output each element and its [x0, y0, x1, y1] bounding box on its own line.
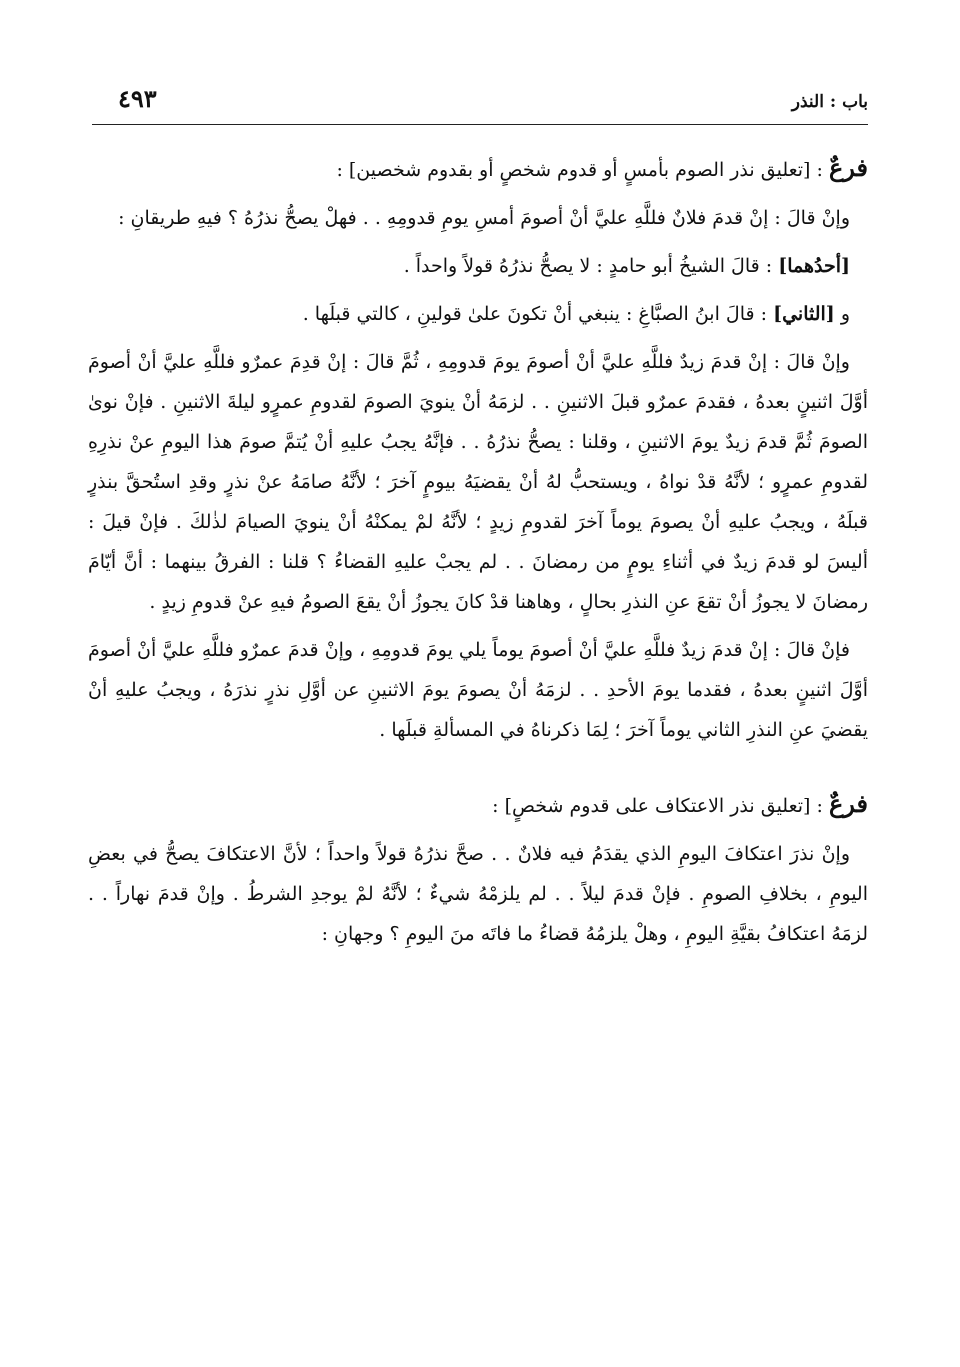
- running-title: باب : النذر: [791, 92, 868, 112]
- paragraph-zaid-amr: وإنْ قالَ : إنْ قدمَ زيدٌ فللَّهِ عليَّ أنْ أصومَ يومَ قدومِهِ ، ثُمَّ قالَ : إنْ قدِمَ عمرٌو فللَّهِ عليَّ أنْ أصومَ أوَّلَ اثنينٍ بعدهُ ، فقدمَ عمرٌو قبلَ الاثنينِ . . لزمَهُ أنْ ينويَ الصومَ لقدومِ عمرٍو ليلةَ الاثنينِ . فإنْ نوىٰ الصومَ ثُمَّ قدمَ زيدٌ يومَ الاثنينِ ، وقلنا : يصحُّ نذرُهُ . . فإنَّهُ يجبُ عليهِ أنْ يُتمَّ صومَ هذا اليومِ عنْ نذرِهِ لقدومِ عمرٍو ؛ لأنَّهُ قدْ نواهُ ، ويستحبُّ لهُ أنْ يقضيَهُ بيومٍ آخرَ ؛ لأنَّهُ صامَهُ عنْ نذرٍ وقدِ استُحقَّ بنذرٍ قبلَهُ ، ويجبُ عليهِ أنْ يصومَ يوماً آخرَ لقدومِ زيدٍ ؛ لأنَّهُ لمْ يمكنْهُ أنْ ينويَ الصيامَ لذٰلكَ . فإنْ قيلَ : أليسَ لو قدمَ زيدٌ في أثناءِ يومٍ من رمضانَ . . لم يجبْ عليهِ القضاءُ ؟ قلنا : الفرقُ بينهما : أنَّ أيّامَ رمضانَ لا يجوزُ أنْ تقعَ عنِ النذرِ بحالٍ ، وهاهنا قدْ كانَ يجوزُ أنْ يقعَ الصومُ فيهِ عنْ قدومِ زيدٍ .: [88, 351, 868, 613]
- paragraph-zaid-amr-2: فإنْ قالَ : إنْ قدمَ زيدٌ فللَّهِ عليَّ أنْ أصومَ يوماً يلي يومَ قدومِهِ ، وإنْ قدمَ عمرٌو فللَّهِ عليَّ أنْ أصومَ أوَّلَ اثنينٍ بعدهُ ، فقدما يومَ الأحدِ . . لزمَهُ أنْ يصومَ يومَ الاثنينِ عن أوَّلِ نذرٍ نذرَهُ ، ويجبُ عليهِ أنْ يقضيَ عنِ النذرِ الثاني يوماً آخرَ ؛ لِمَا ذكرناهُ في المسألةِ قبلَها .: [88, 639, 868, 741]
- page-number: ٤٩٣: [118, 84, 157, 113]
- far-label: فرعٌ: [828, 153, 868, 182]
- second-path-label: [الثاني]: [773, 303, 835, 325]
- spacer: [88, 286, 868, 294]
- second-path-prefix: و: [834, 303, 850, 325]
- far-label: فرعٌ: [828, 789, 868, 818]
- heading-title: : [تعليق نذر الاعتكاف على قدوم شخصٍ] :: [492, 795, 829, 817]
- spacer: [88, 238, 868, 246]
- paragraph-1: وإنْ قالَ : إنْ قدمَ فلانٌ فللَّهِ عليَّ أنْ أصومَ أمسِ يومِ قدومِهِ . . فهلْ يصحُّ نذرُهُ ؟ فيهِ طريقانِ :: [118, 207, 850, 229]
- second-path-text: : قالَ ابنُ الصبَّاغِ : ينبغي أنْ تكونَ علىٰ قولينِ ، كالتي قبلَها .: [302, 303, 774, 325]
- spacer: [88, 622, 868, 630]
- spacer: [88, 334, 868, 342]
- paragraph-itikaf: وإنْ نذرَ اعتكافَ اليومِ الذي يقدَمُ فيه فلانٌ . . صحَّ نذرُهُ قولاً واحداً ؛ لأنَّ الاعتكافَ يصحُّ في بعضِ اليومِ ، بخلافِ الصومِ . فإنْ قدمَ ليلاً . . لم يلزمْهُ شيءٌ ؛ لأنَّهُ لمْ يوجدِ الشرطُ . وإنْ قدمَ نهاراً . . لزمَهُ اعتكافُ بقيَّةِ اليومِ ، وهلْ يلزمُهُ قضاءُ ما فاتَه منَ اليومِ ؟ وجهانِ :: [88, 843, 868, 945]
- first-path-label: [أحدُهما]: [778, 255, 850, 277]
- paragraph-first-path: [88, 246, 868, 286]
- heading-title: : [تعليق نذر الصوم بأمسٍ أو قدوم شخصٍ أو بقدوم شخصين] :: [336, 159, 829, 181]
- section-heading-1: [88, 148, 868, 190]
- spacer: [88, 190, 868, 198]
- paragraph-second-path: [88, 294, 868, 334]
- section-heading-2: [88, 784, 868, 826]
- spacer: [88, 826, 868, 834]
- first-path-text: : قالَ الشيخُ أبو حامدٍ : لا يصحُّ نذرُهُ قولاً واحداً .: [403, 255, 779, 277]
- spacer: [88, 750, 868, 784]
- header-rule: [92, 124, 868, 125]
- body-text: [88, 148, 868, 954]
- page-header: [92, 82, 868, 122]
